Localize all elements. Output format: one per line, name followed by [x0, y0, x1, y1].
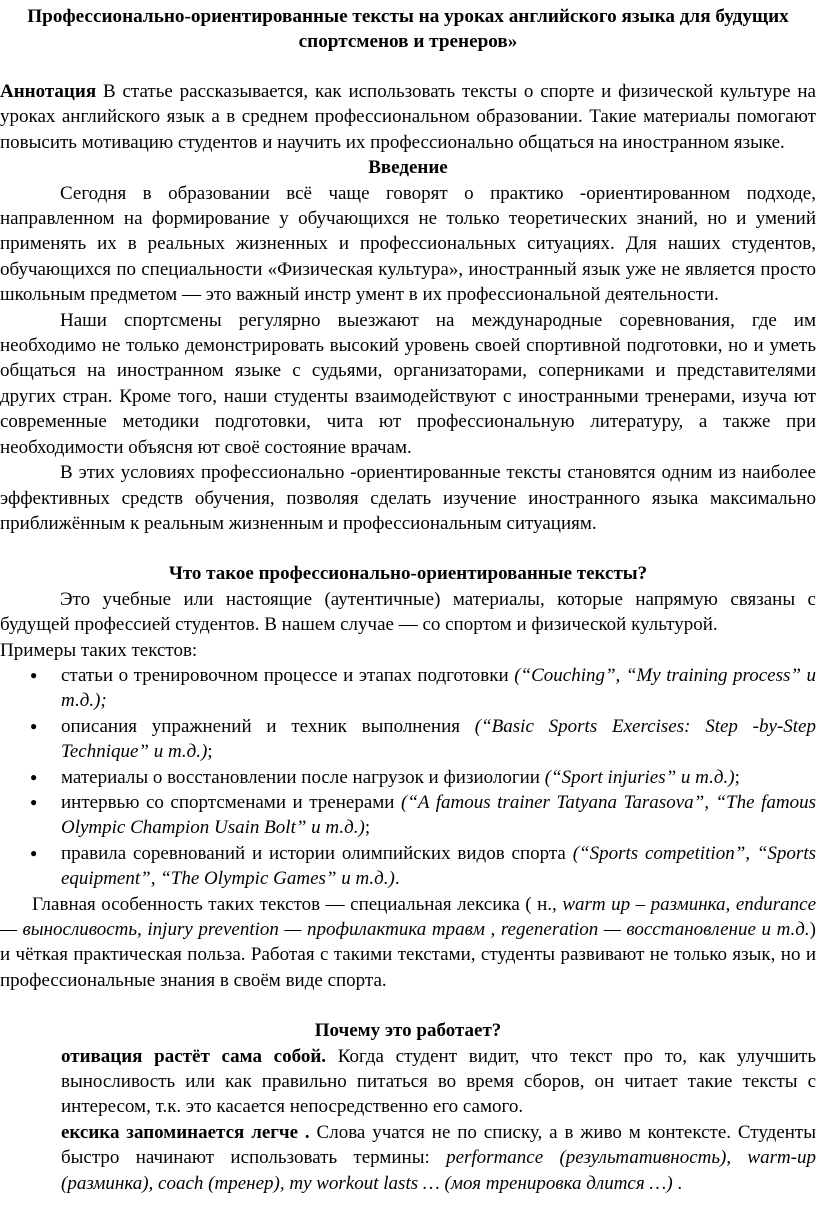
intro-paragraph-2: Наши спортсмены регулярно выезжают на международные соревнования, где им необходимо не только демонстрировать высокий уровень своей спортивной подготовки, но и уметь общаться на иностранном языке с судьями, организаторами, соперниками и представителями других стран. Кроме того, наши студенты взаимодействуют с иностранными тренерами, изуча ют современные методики подготовки, чита ют профессиональную литературу, а также при необходимости объясня ют своё состояние врачам.: [0, 309, 816, 458]
annotation-text: В статье рассказывается, как использовать тексты о спорте и физической культуре на уроках английского язык а в среднем профессиональном образовании. Такие материалы помогают повысить мотивацию студентов и научить их профессионально общаться на иностранном языке.: [0, 81, 816, 153]
what-paragraph-3: Главная особенность таких текстов — специальная лексика ( н., warm up – разминка, endurance — выносливость, injury prevention — профилактика травм , regeneration — восстановление и т.д.) и чёткая практическая польза. Работая с такими текстами, студенты развивают не только язык, но и профессиональные знания в своём виде спорта.: [0, 893, 816, 991]
document-title: Профессионально-ориентированные тексты на уроках английского языка для будущих спортсменов и тренеров»: [27, 6, 789, 52]
spacer: [0, 536, 816, 561]
why-item-2: ексика запоминается легче . Слова учатся не по списку, а в живо м контексте. Студенты быстро начинают использовать термины: performance (результативность), warm-up (разминка), coach (тренер), my workout lasts … (моя тренировка длится …) .: [61, 1121, 816, 1194]
list-item: ● правила соревнований и истории олимпийских видов спорта (“Sports competition”, “Sports equipment”, “The Olympic Games” и т.д.).: [30, 842, 816, 890]
bullet-icon: ●: [30, 718, 38, 733]
intro-heading: Введение: [368, 157, 448, 179]
list-item: ● описания упражнений и техник выполнения (“Basic Sports Exercises: Step -by-Step Technique” и т.д.);: [30, 715, 816, 763]
bullet-icon: ●: [30, 845, 38, 860]
bullet-icon: ●: [30, 794, 38, 809]
what-heading: Что такое профессионально-ориентированные тексты?: [168, 563, 648, 585]
list-item: ● статьи о тренировочном процессе и этапах подготовки (“Couching”, “My training process” и т.д.);: [30, 664, 816, 712]
annotation-label: Аннотация: [0, 81, 97, 102]
what-paragraph-1: Это учебные или настоящие (аутентичные) материалы, которые напрямую связаны с будущей профессией студентов. В нашем случае — со спортом и физической культурой.: [0, 588, 816, 636]
bullet-icon: ●: [30, 667, 38, 682]
list-item: ● интервью со спортсменами и тренерами (“A famous trainer Tatyana Tarasova”, “The famous Olympic Champion Usain Bolt” и т.д.);: [30, 791, 816, 839]
annotation-paragraph: [0, 79, 816, 155]
what-paragraph-2: Примеры таких текстов:: [0, 639, 198, 661]
spacer: [0, 993, 816, 1018]
intro-paragraph-1: Сегодня в образовании всё чаще говорят о практико -ориентированном подходе, направленном на формирование у обучающихся не только теоретических знаний, но и умений применять их в реальных жизненных и профессиональных ситуациях. Для наших студентов, обучающихся по специальности «Физическая культура», иностранный язык уже не является просто школьным предметом — это важный инстр умент в их профессиональной деятельности.: [0, 182, 816, 306]
bullet-icon: ●: [30, 769, 38, 784]
spacer: [0, 54, 816, 79]
document-page: [0, 4, 816, 1196]
intro-paragraph-3: В этих условиях профессионально -ориентированные тексты становятся одним из наиболее эффективных средств обучения, позволяя сделать изучение иностранного языка максимально приближённым к реальным жизненным и профессиональным ситуациям.: [0, 462, 816, 534]
list-item: ● материалы о восстановлении после нагрузок и физиологии (“Sport injuries” и т.д.);: [0, 765, 816, 790]
why-heading: Почему это работает?: [314, 1020, 502, 1042]
why-item-1: отивация растёт сама собой. Когда студент видит, что текст про то, как улучшить выносливость или как правильно питаться во время сборов, он читает такие тексты с интересом, т.к. это касается непосредственно его самого.: [61, 1045, 816, 1118]
examples-list: [0, 663, 816, 892]
